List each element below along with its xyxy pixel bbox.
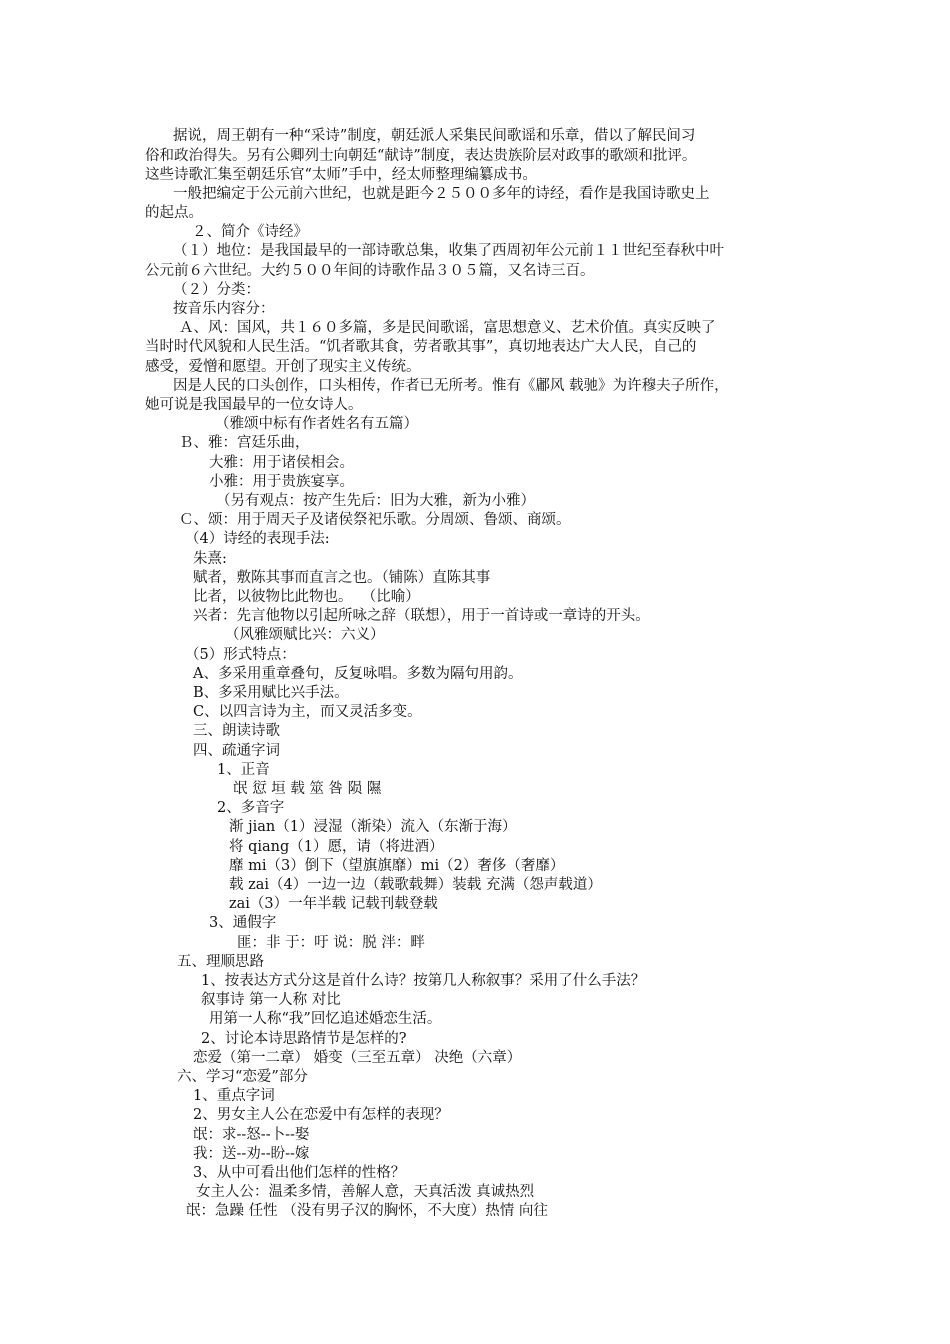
text-line: Ｃ、颂：用于周天子及诸侯祭祀乐歌。分周颂、鲁颂、商颂。	[179, 512, 571, 528]
text-line: （风雅颂赋比兴：六义）	[225, 627, 385, 643]
text-line: 俗和政治得失。另有公卿列士向朝廷“献诗”制度，表达贵族阶层对政事的歌颂和批评。	[145, 148, 697, 164]
text-line: 大雅：用于诸侯相会。	[209, 455, 354, 471]
text-line: 氓：急躁 任性 （没有男子汉的胸怀，不大度）热情 向往	[186, 1203, 548, 1219]
text-line: 我：送--劝--盼--嫁	[193, 1146, 310, 1162]
text-line: 氓：求--怒--卜--娶	[193, 1127, 310, 1143]
text-line: 感受，爱憎和愿望。开创了现实主义传统。	[145, 359, 421, 375]
text-line: 公元前６六世纪。大约５００年间的诗歌作品３０５篇，又名诗三百。	[145, 263, 595, 279]
text-line: 靡 mi（3）倒下（望旗旗靡）mi（2）奢侈（奢靡）	[229, 858, 565, 874]
text-line: 用第一人称“我”回忆追述婚恋生活。	[209, 1011, 442, 1027]
text-line: 这些诗歌汇集至朝廷乐官“太师”手中，经太师整理编纂成书。	[145, 167, 537, 183]
text-line: 的起点。	[145, 205, 203, 221]
text-line: 2、讨论本诗思路情节是怎样的?	[201, 1031, 407, 1047]
text-line: C、以四言诗为主，而又灵活多变。	[193, 704, 422, 720]
text-line: （另有观点：按产生先后：旧为大雅，新为小雅）	[216, 493, 535, 509]
text-line: 3、通假字	[209, 915, 277, 931]
section-heading: ２、简介《诗经》	[192, 224, 308, 240]
text-line: 1、正音	[217, 762, 270, 778]
text-line: （２）分类：	[173, 282, 260, 298]
text-line: 比者，以彼物比此物也。 （比喻）	[193, 589, 420, 605]
text-line: 据说，周王朝有一种“采诗”制度，朝廷派人采集民间歌谣和乐章，借以了解民间习	[173, 128, 696, 144]
text-line: 2、多音字	[217, 800, 285, 816]
text-line: 按音乐内容分：	[173, 301, 275, 317]
text-line: 匪：非 于：吁 说：脱 泮：畔	[237, 935, 425, 951]
text-line: 氓 愆 垣 载 筮 咎 陨 隰	[233, 781, 382, 797]
text-line: （5）形式特点：	[185, 647, 296, 663]
text-line: 载 zai（4）一边一边（载歌载舞）装载 充满（怨声载道）	[229, 877, 602, 893]
text-line: 渐 jian（1）浸湿（渐染）流入（东渐于海）	[229, 819, 517, 835]
text-line: 1、重点字词	[193, 1088, 275, 1104]
section-heading: 四、疏通字词	[193, 743, 280, 759]
text-line: 朱熹:	[193, 551, 227, 567]
text-line: 兴者：先言他物以引起所咏之辞（联想），用于一首诗或一章诗的开头。	[193, 608, 650, 624]
text-line: 因是人民的口头创作，口头相传，作者已无所考。惟有《鄘风 载驰》为许穆夫子所作，	[173, 378, 729, 394]
text-line: 女主人公：温柔多情，善解人意，天真活泼 真诚热烈	[196, 1184, 535, 1200]
text-line: 赋者，敷陈其事而直言之也。（铺陈）直陈其事	[193, 570, 491, 586]
text-line: 小雅：用于贵族宴享。	[209, 474, 354, 490]
text-line: 将 qiang（1）愿，请（将进酒）	[229, 839, 444, 855]
text-line: zai（3）一年半载 记载刊载登载	[229, 896, 438, 912]
text-line: （4）诗经的表现手法:	[185, 531, 330, 547]
text-line: 当时时代风貌和人民生活。“饥者歌其食，劳者歌其事”，真切地表达广大人民，自己的	[145, 339, 697, 355]
text-line: Ａ、风：国风，共１６０多篇，多是民间歌谣，富思想意义、艺术价值。真实反映了	[179, 320, 716, 336]
text-line: 2、男女主人公在恋爱中有怎样的表现？	[193, 1107, 449, 1123]
text-line: 3、从中可看出他们怎样的性格？	[193, 1165, 406, 1181]
section-heading: 五、理顺思路	[177, 954, 264, 970]
section-heading: 六、学习“恋爱”部分	[177, 1069, 308, 1085]
text-line: 一般把编定于公元前六世纪，也就是距今２５００多年的诗经，看作是我国诗歌史上	[173, 186, 710, 202]
text-line: A、多采用重章叠句，反复咏唱。多数为隔句用韵。	[193, 666, 523, 682]
text-line: 叙事诗 第一人称 对比	[201, 992, 341, 1008]
section-heading: 三、朗读诗歌	[193, 723, 280, 739]
text-line: 1、按表达方式分这是首什么诗？按第几人称叙事？采用了什么手法？	[201, 973, 646, 989]
text-line: Ｂ、雅：宫廷乐曲，	[179, 435, 310, 451]
text-line: （雅颂中标有作者姓名有五篇）	[215, 416, 418, 432]
text-line: 她可说是我国最早的一位女诗人。	[145, 397, 363, 413]
text-line: （１）地位：是我国最早的一部诗歌总集，收集了西周初年公元前１１世纪至春秋中叶	[173, 243, 724, 259]
text-line: 恋爱（第一二章） 婚变（三至五章） 决绝（六章）	[193, 1050, 522, 1066]
text-line: B、多采用赋比兴手法。	[193, 685, 349, 701]
